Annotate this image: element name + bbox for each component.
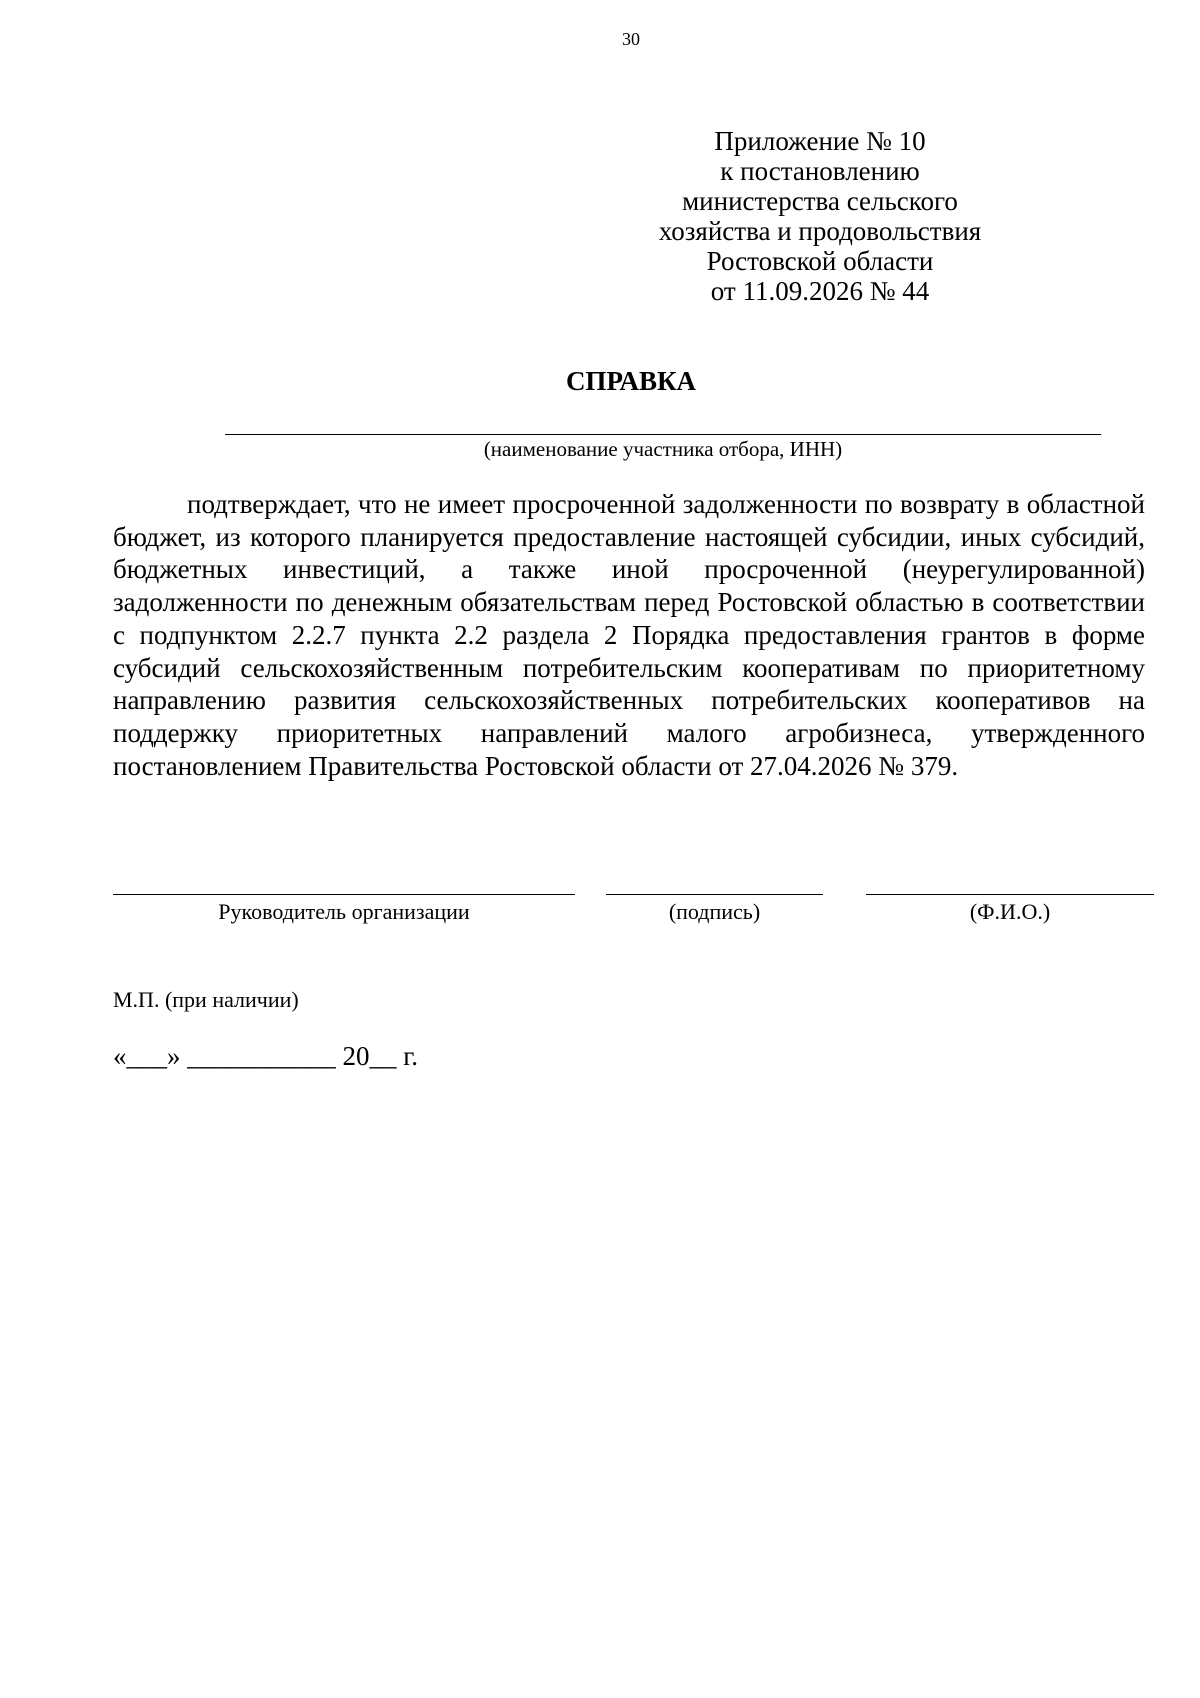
- seal-note: М.П. (при наличии): [113, 987, 299, 1012]
- signature-caption: (подпись): [668, 899, 761, 924]
- date-field[interactable]: «___» ___________ 20__ г.: [113, 1041, 419, 1071]
- appendix-line: Приложение № 10: [714, 126, 926, 156]
- appendix-line: министерства сельского: [682, 186, 958, 216]
- full-name-caption: (Ф.И.О.): [969, 899, 1051, 924]
- appendix-line: Ростовской области: [706, 246, 934, 276]
- page-number: 30: [622, 29, 640, 49]
- appendix-line: хозяйства и продовольствия: [658, 216, 982, 246]
- participant-name-field[interactable]: [225, 434, 1101, 435]
- appendix-header: [650, 126, 990, 306]
- full-name-field[interactable]: [866, 894, 1154, 895]
- head-of-organization-caption: Руководитель организации: [218, 899, 470, 924]
- document-title: СПРАВКА: [565, 366, 697, 396]
- signature-field[interactable]: [606, 894, 823, 895]
- appendix-line: от 11.09.2026 № 44: [710, 276, 930, 306]
- certificate-body-text: подтверждает, что не имеет просроченной задолженности по возврату в областной бюджет, из которого планируется предоставление настоящей субсидии, иных субсидий, бюджетных инвестиций, а также иной просроченной (неурегулированной) задолженности по денежным обязательствам перед Ростовской областью в соответствии с подпунктом 2.2.7 пункта 2.2 раздела 2 Порядка предоставления грантов в форме субсидий сельскохозяйственным потребительским кооперативам по приоритетному направлению развития сельскохозяйственных потребительских кооперативов на поддержку приоритетных направлений малого агробизнеса, утвержденного постановлением Правительства Ростовской области от 27.04.2026 № 379.: [113, 489, 1145, 781]
- participant-name-caption: (наименование участника отбора, ИНН): [483, 437, 843, 461]
- appendix-line: к постановлению: [720, 156, 920, 186]
- head-of-organization-field[interactable]: [113, 894, 575, 895]
